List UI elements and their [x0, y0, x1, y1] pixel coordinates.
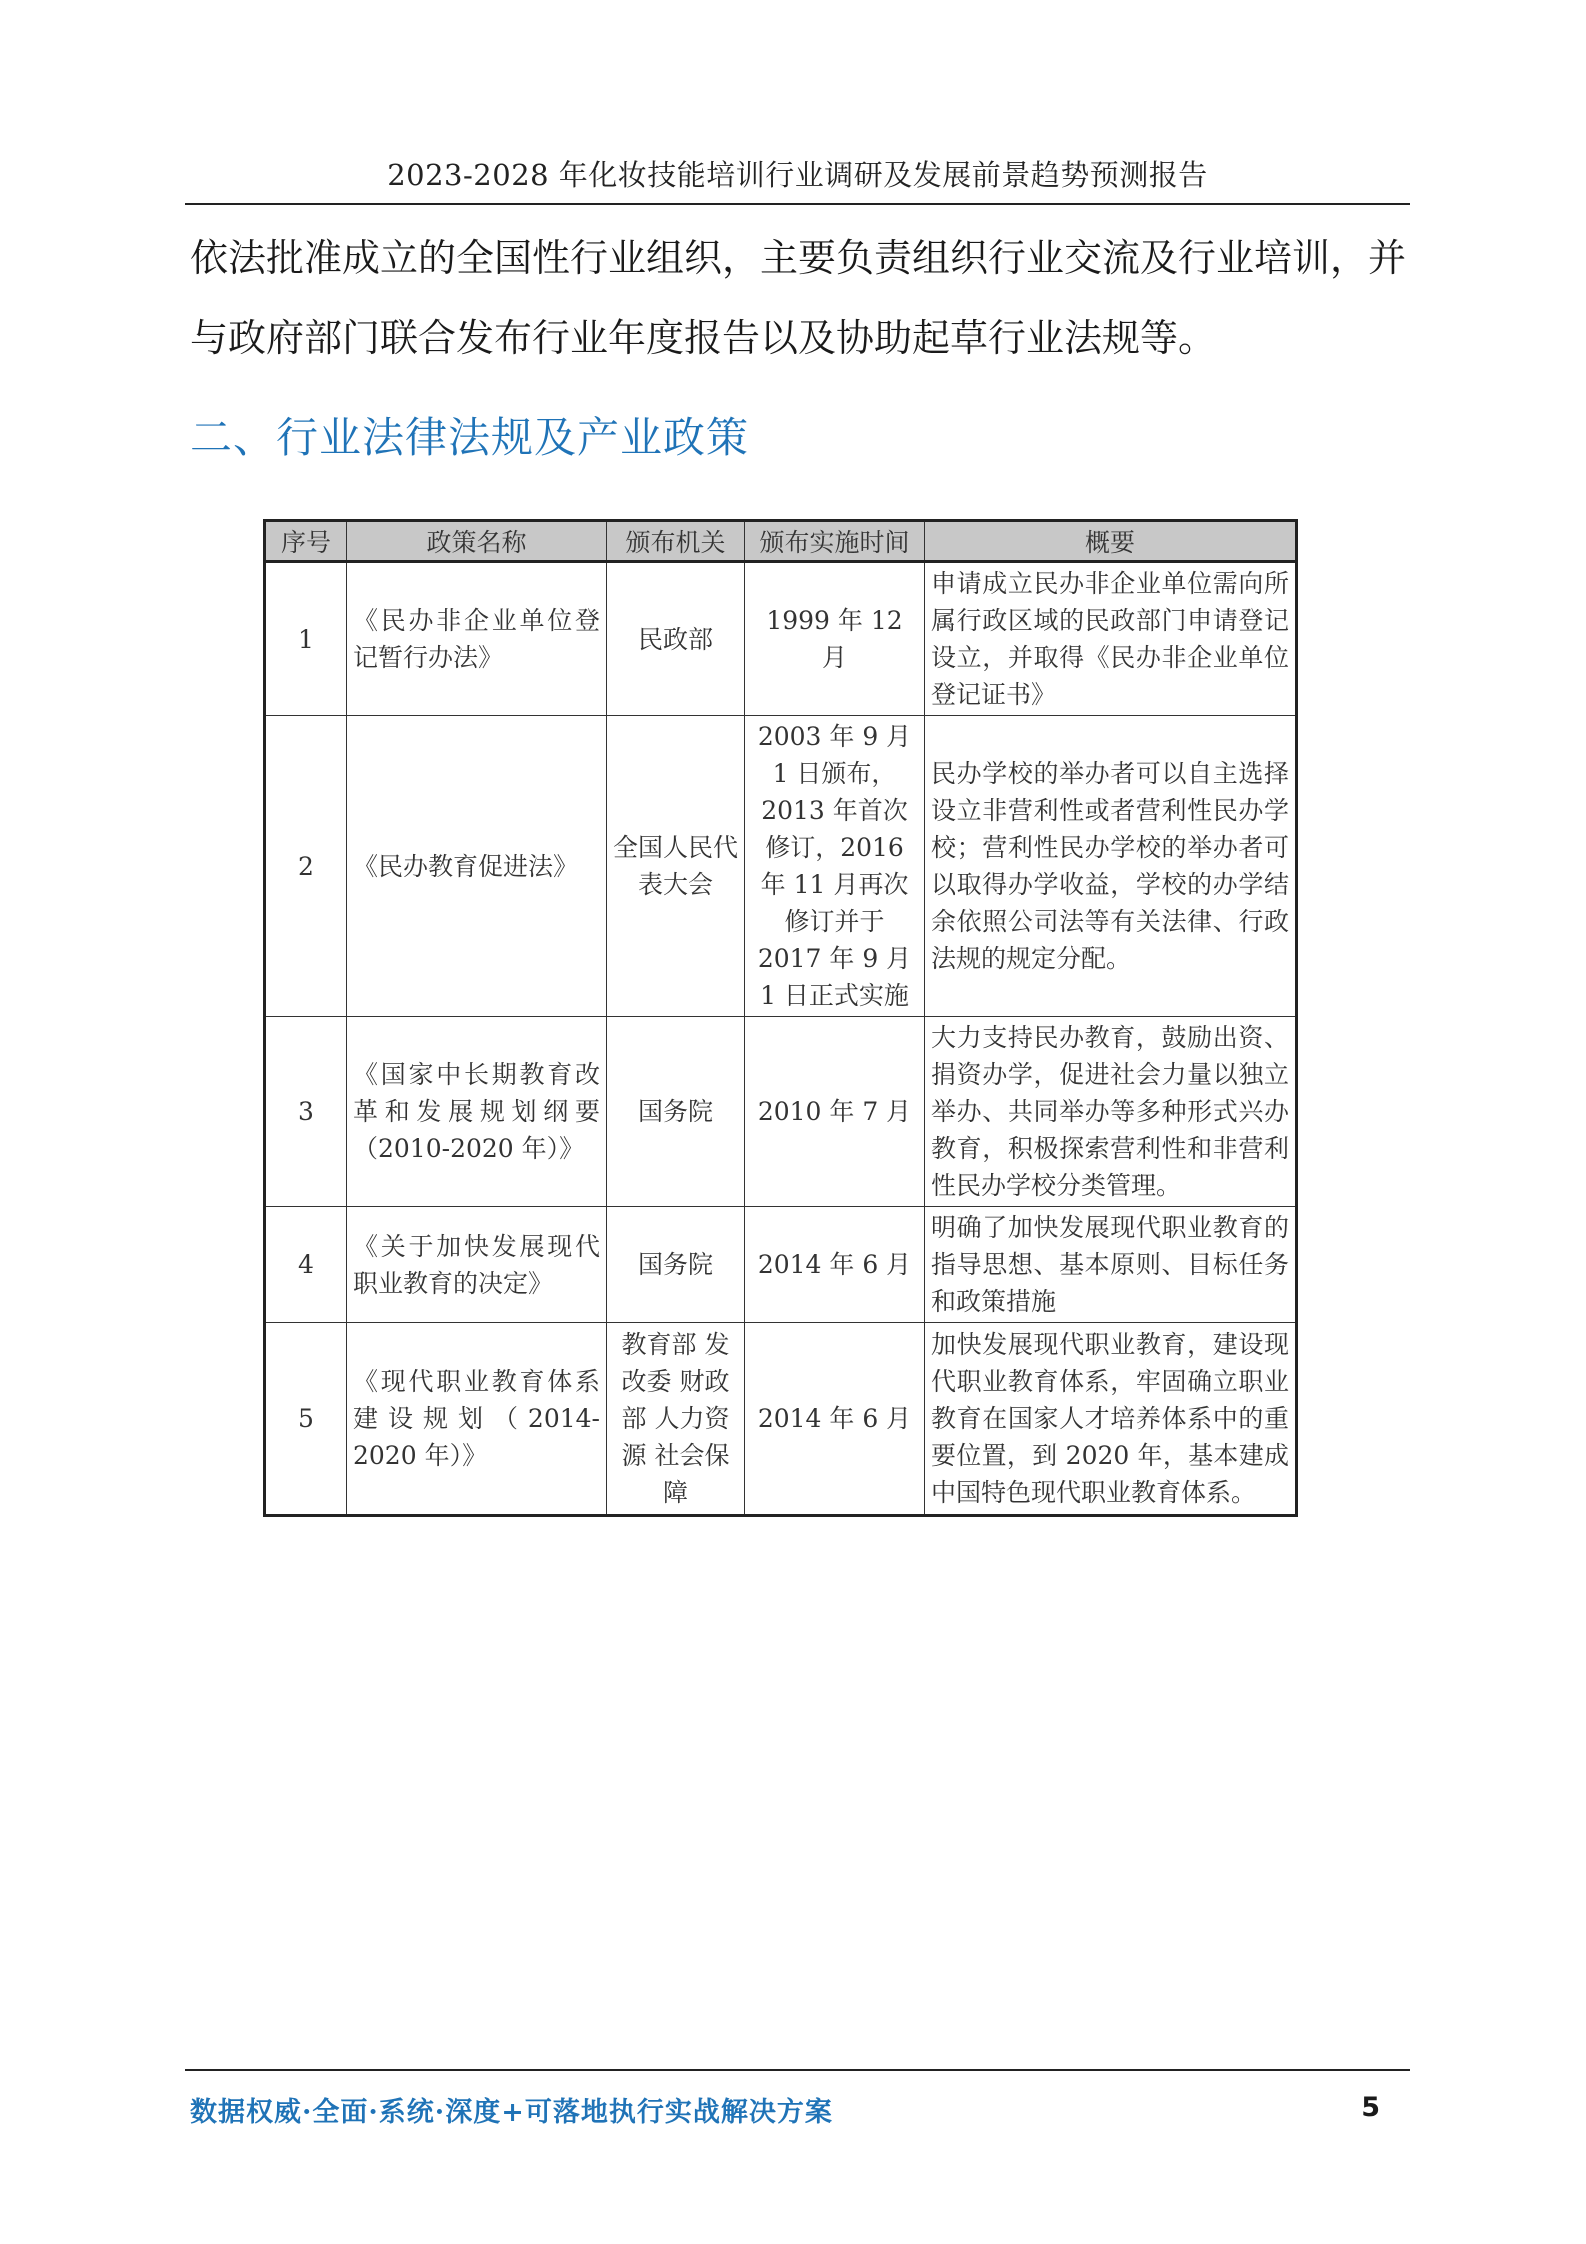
cell-date: 2014 年 6 月 [745, 1323, 925, 1516]
cell-no: 4 [265, 1207, 347, 1323]
report-header-title: 2023-2028 年化妆技能培训行业调研及发展前景趋势预测报告 [387, 158, 1208, 192]
cell-policy-name: 《民办教育促进法》 [347, 716, 607, 1017]
table-row [265, 716, 1297, 1017]
cell-summary: 申请成立民办非企业单位需向所属行政区域的民政部门申请登记设立，并取得《民办非企业单位登记证书》 [925, 562, 1297, 716]
cell-date: 2014 年 6 月 [745, 1207, 925, 1323]
cell-no: 1 [265, 562, 347, 716]
table-header-row [265, 521, 1297, 562]
intro-paragraph [190, 218, 1410, 378]
cell-summary: 民办学校的举办者可以自主选择设立非营利性或者营利性民办学校；营利性民办学校的举办者可以取得办学收益，学校的办学结余依照公司法等有关法律、行政法规的规定分配。 [925, 716, 1297, 1017]
cell-date: 1999 年 12 月 [745, 562, 925, 716]
cell-no: 2 [265, 716, 347, 1017]
header-date: 颁布实施时间 [745, 521, 925, 562]
cell-policy-name: 《关于加快发展现代职业教育的决定》 [347, 1207, 607, 1323]
cell-policy-name: 《国家中长期教育改革和发展规划纲要（2010-2020 年）》 [347, 1017, 607, 1207]
header-summary: 概要 [925, 521, 1297, 562]
intro-line-1: 依法批准成立的全国性行业组织，主要负责组织行业交流及行业培训，并 [190, 236, 1407, 280]
cell-agency: 国务院 [607, 1017, 745, 1207]
cell-summary: 大力支持民办教育，鼓励出资、捐资办学，促进社会力量以独立举办、共同举办等多种形式兴办教育，积极探索营利性和非营利性民办学校分类管理。 [925, 1017, 1297, 1207]
cell-no: 3 [265, 1017, 347, 1207]
cell-policy-name: 《现代职业教育体系建设规划（2014-2020 年）》 [347, 1323, 607, 1516]
cell-date: 2003 年 9 月 1 日颁布，2013 年首次修订，2016 年 11 月再次修订并于 2017 年 9 月 1 日正式实施 [745, 716, 925, 1017]
cell-summary: 明确了加快发展现代职业教育的指导思想、基本原则、目标任务和政策措施 [925, 1207, 1297, 1323]
cell-agency: 教育部 发改委 财政部 人力资源 社会保障 [607, 1323, 745, 1516]
cell-summary: 加快发展现代职业教育，建设现代职业教育体系，牢固确立职业教育在国家人才培养体系中的重要位置，到 2020 年，基本建成中国特色现代职业教育体系。 [925, 1323, 1297, 1516]
cell-date: 2010 年 7 月 [745, 1017, 925, 1207]
header-agency: 颁布机关 [607, 521, 745, 562]
table-row [265, 1207, 1297, 1323]
cell-agency: 国务院 [607, 1207, 745, 1323]
table-row [265, 1017, 1297, 1207]
header-policy-name: 政策名称 [347, 521, 607, 562]
table-row [265, 562, 1297, 716]
page-number: 5 [1361, 2092, 1380, 2123]
cell-agency: 民政部 [607, 562, 745, 716]
cell-no: 5 [265, 1323, 347, 1516]
cell-policy-name: 《民办非企业单位登记暂行办法》 [347, 562, 607, 716]
section-title: 二、行业法律法规及产业政策 [190, 413, 750, 462]
header-divider [185, 203, 1410, 205]
cell-agency: 全国人民代表大会 [607, 716, 745, 1017]
footer-divider [185, 2069, 1410, 2071]
policy-table [263, 519, 1298, 1517]
footer-slogan: 数据权威·全面·系统·深度+可落地执行实战解决方案 [190, 2097, 833, 2128]
intro-line-2: 与政府部门联合发布行业年度报告以及协助起草行业法规等。 [190, 316, 1217, 360]
table-row [265, 1323, 1297, 1516]
header-no: 序号 [265, 521, 347, 562]
